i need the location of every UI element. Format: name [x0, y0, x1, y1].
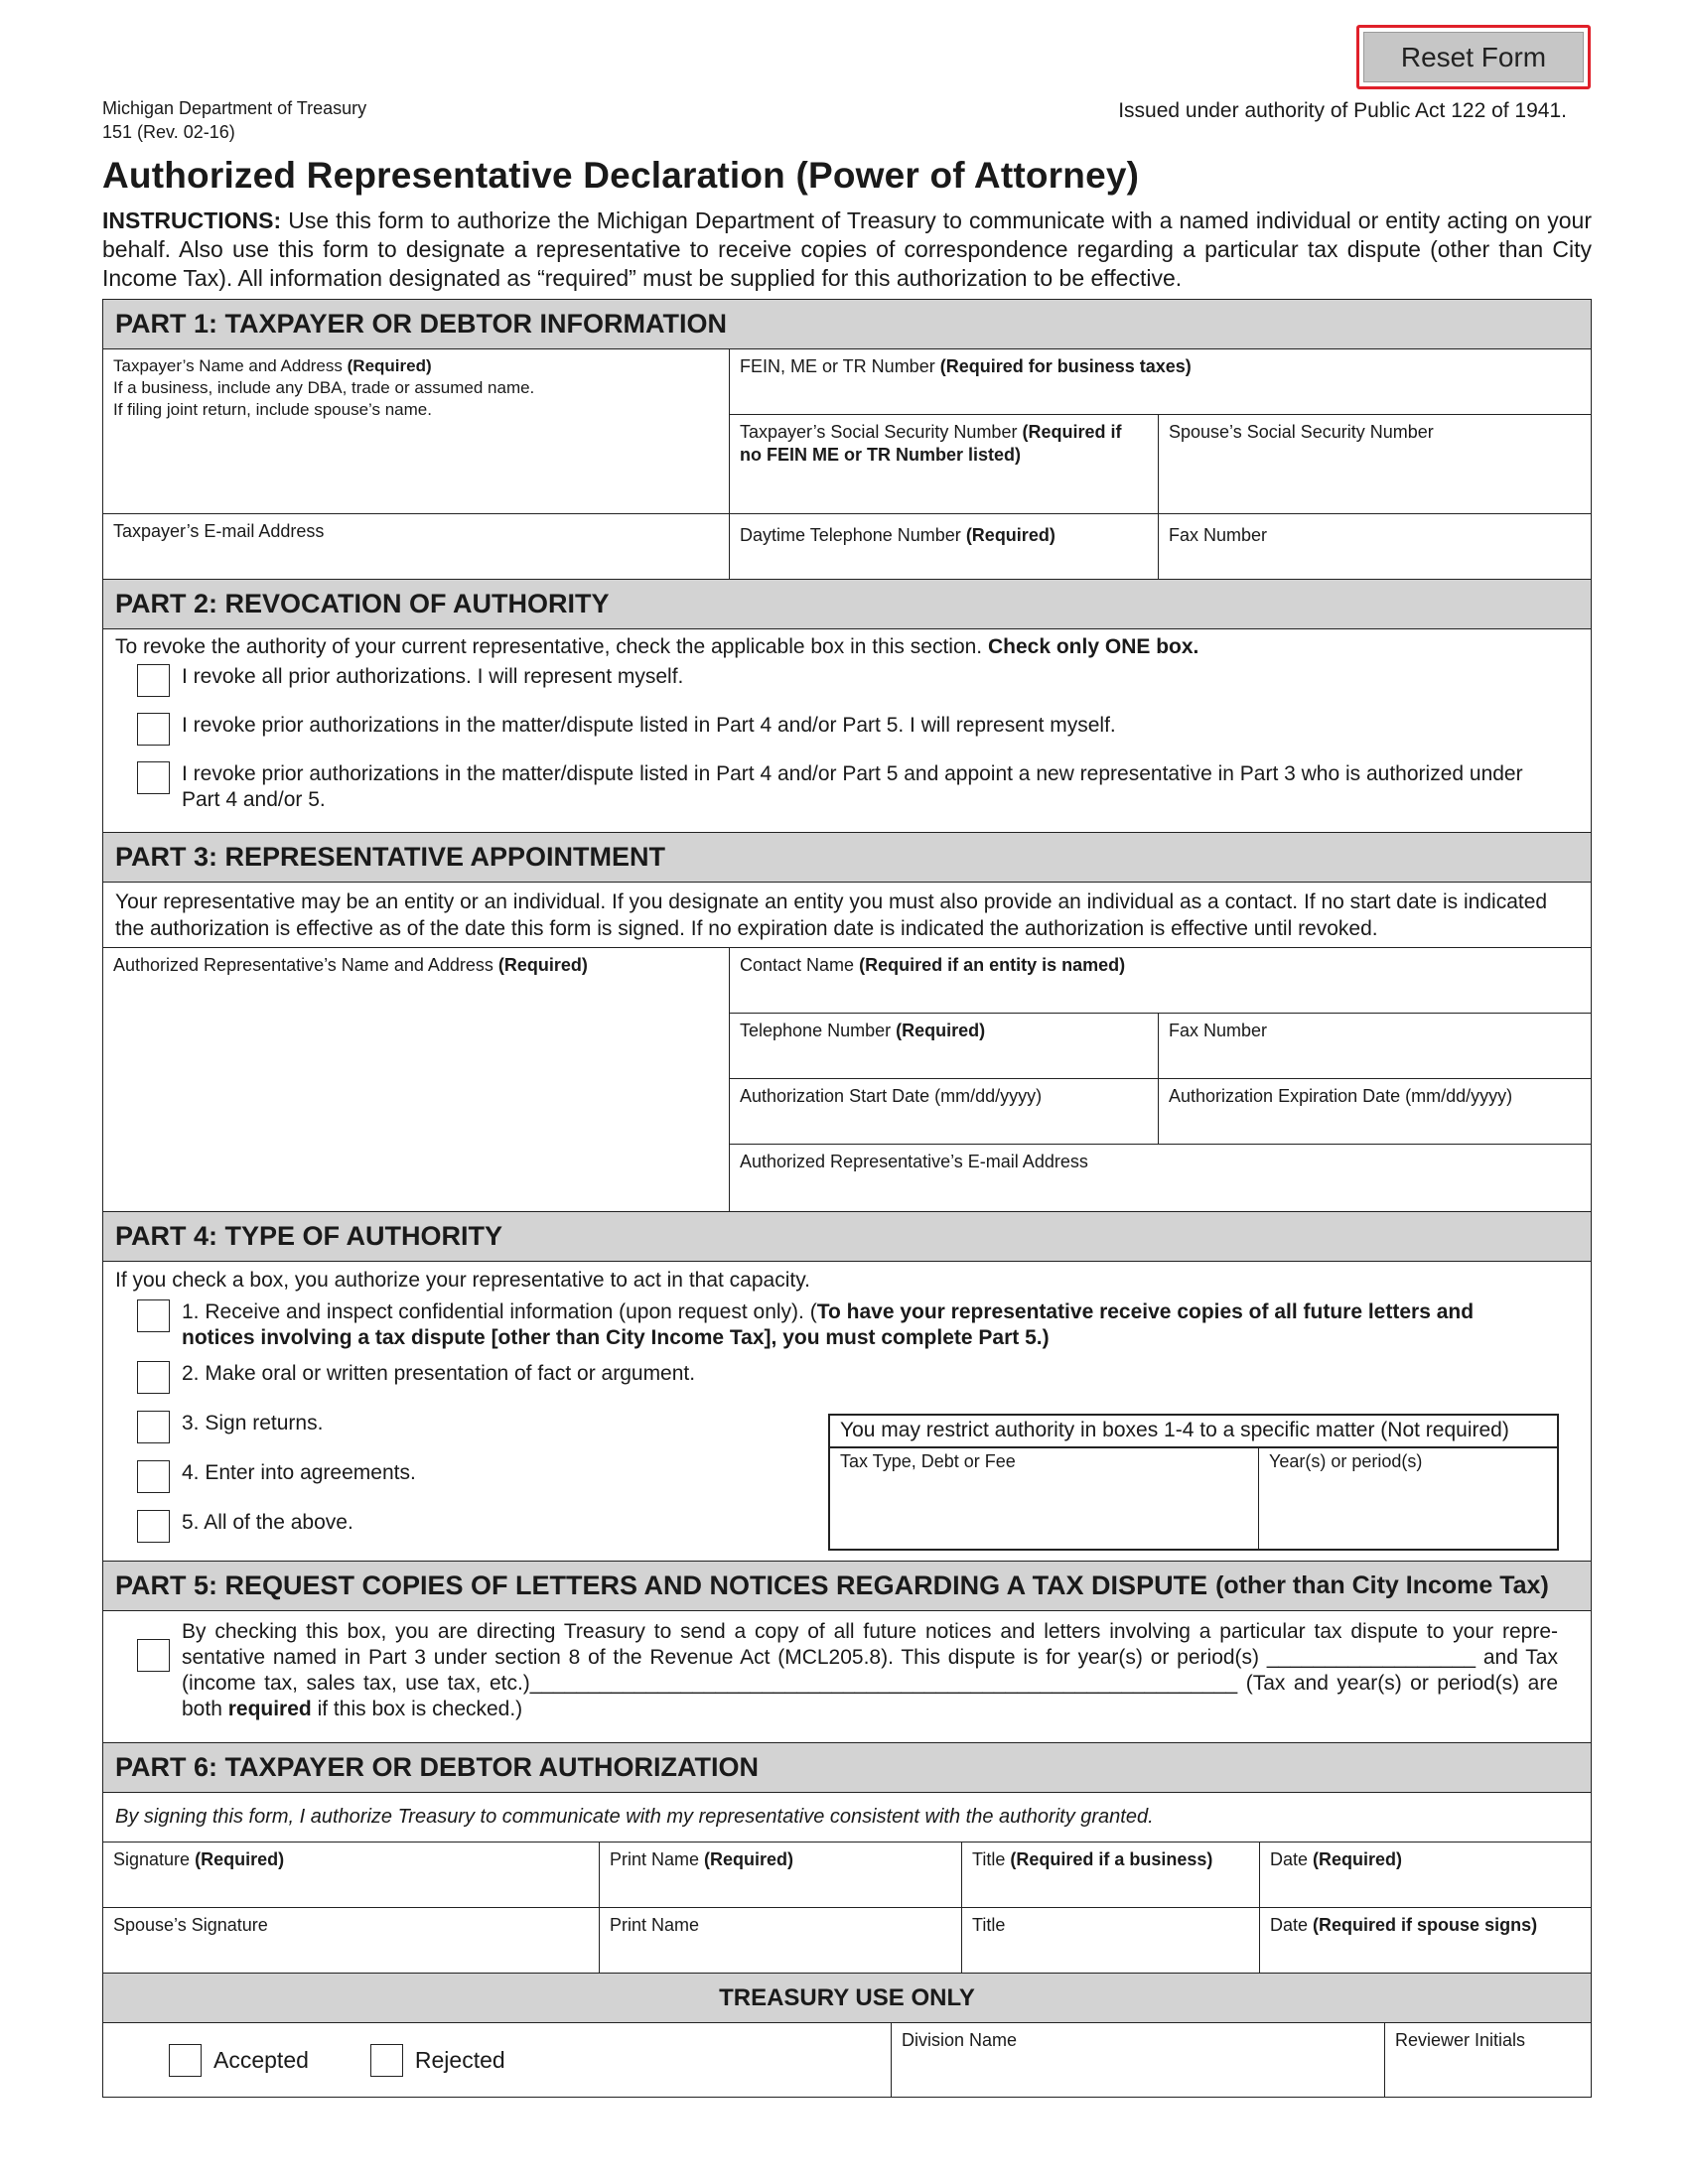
rejected-label: Rejected: [414, 2046, 505, 2073]
email-label: Taxpayer’s E-mail Address: [113, 521, 325, 541]
ssn-label: Taxpayer’s Social Security Number: [740, 422, 1018, 442]
copies-request-checkbox[interactable]: [137, 1639, 170, 1672]
print-name-label: Print Name: [610, 1849, 700, 1869]
part1-row-top: [103, 349, 1591, 514]
revoke-option-2: [137, 713, 1579, 746]
revoke-option-1: [137, 664, 1579, 697]
fein-field[interactable]: [730, 349, 1591, 415]
treasury-use-header: TREASURY USE ONLY: [103, 1974, 1591, 2023]
form-issuer: [102, 96, 366, 144]
fein-label: FEIN, ME or TR Number: [740, 356, 935, 376]
required-tag: (Required if an entity is named): [859, 955, 1126, 975]
required-tag: (Required if a business): [1010, 1849, 1213, 1869]
required-tag: (Required for business taxes): [939, 356, 1192, 376]
title-label: Title: [972, 1849, 1006, 1869]
part3-grid: [103, 948, 1591, 1212]
copies-request-text-end: if this box is checked.): [317, 1698, 523, 1720]
part2-intro: [115, 634, 1579, 660]
spouse-ssn-label: Spouse’s Social Security Number: [1169, 422, 1434, 442]
revoke-matter-checkbox[interactable]: [137, 713, 170, 746]
part1-id-column: [730, 349, 1591, 513]
auth-start-date-field[interactable]: [730, 1079, 1159, 1144]
part3-intro: Your representative may be an entity or an individual. If you designate an entity you must also provide an individual as a contact. If no start date is indicated the authorization is effective as of the date this form is signed. If no expiration date is indicated the authorization is effective until revoked.: [103, 883, 1591, 948]
authority-option-label: 1. Receive and inspect confidential information (upon request only). (: [182, 1300, 817, 1323]
part5-title: PART 5: REQUEST COPIES OF LETTERS AND NOTICES REGARDING A TAX DISPUTE: [115, 1570, 1208, 1600]
required-tag: (Required): [965, 525, 1055, 545]
title-field[interactable]: [962, 1843, 1260, 1907]
authority-option-1: [137, 1299, 1579, 1351]
fax-field[interactable]: [1159, 514, 1591, 579]
reviewer-initials-label: Reviewer Initials: [1395, 2030, 1526, 2050]
phone-label: Daytime Telephone Number: [740, 525, 961, 545]
auth-expiration-date-field[interactable]: [1159, 1079, 1591, 1144]
required-tag: (Required if no FEIN ME or TR Number listed): [740, 422, 1122, 465]
authority-option-2: [137, 1361, 1579, 1394]
rejected-checkbox[interactable]: [370, 2044, 403, 2077]
part4-body: [103, 1262, 1591, 1562]
spouse-signature-row: [103, 1908, 1591, 1974]
instructions-label: INSTRUCTIONS:: [102, 207, 282, 233]
reviewer-initials-field[interactable]: [1385, 2023, 1591, 2097]
form-revision: 151 (Rev. 02-16): [102, 122, 235, 142]
date-field[interactable]: [1260, 1843, 1591, 1907]
restrict-authority-table: [828, 1414, 1559, 1551]
treasury-decision: [103, 2023, 892, 2097]
tax-type-label: Tax Type, Debt or Fee: [840, 1451, 1016, 1471]
years-label: Year(s) or period(s): [1269, 1451, 1423, 1471]
sign-returns-checkbox[interactable]: [137, 1411, 170, 1443]
part3-header: PART 3: REPRESENTATIVE APPOINTMENT: [103, 833, 1591, 883]
required-tag: (Required): [896, 1021, 986, 1040]
reset-form-button[interactable]: [1356, 25, 1591, 89]
rep-fax-label: Fax Number: [1169, 1021, 1268, 1040]
revoke-option-label: I revoke all prior authorizations. I will represent myself.: [182, 665, 684, 688]
rep-phone-field[interactable]: [730, 1014, 1159, 1078]
years-field[interactable]: [1259, 1448, 1557, 1549]
expiration-date-label: Authorization Expiration Date (mm/dd/yyyy): [1169, 1086, 1513, 1106]
presentation-checkbox[interactable]: [137, 1361, 170, 1394]
taxpayer-name-note: If filing joint return, include spouse’s name.: [113, 400, 432, 419]
agreements-checkbox[interactable]: [137, 1460, 170, 1493]
rep-name-label: Authorized Representative’s Name and Address: [113, 955, 493, 975]
revoke-option-label: I revoke prior authorizations in the matter/dispute listed in Part 4 and/or Part 5. I will represent myself.: [182, 714, 1116, 737]
part1-row-bottom: [103, 514, 1591, 580]
part2-intro-text: To revoke the authority of your current representative, check the applicable box in this section.: [115, 635, 983, 658]
required-tag: (Required): [195, 1849, 285, 1869]
receive-info-checkbox[interactable]: [137, 1299, 170, 1332]
restrict-authority-title: You may restrict authority in boxes 1-4 to a specific matter (Not required): [830, 1416, 1557, 1448]
rep-fax-field[interactable]: [1159, 1014, 1591, 1078]
daytime-phone-field[interactable]: [730, 514, 1159, 579]
date-label: Date: [1270, 1849, 1309, 1869]
spouse-print-name-label: Print Name: [610, 1915, 700, 1935]
part6-intro: By signing this form, I authorize Treasury to communicate with my representative consistent with the authority granted.: [103, 1793, 1591, 1843]
part4-header: PART 4: TYPE OF AUTHORITY: [103, 1212, 1591, 1262]
part2-body: [103, 629, 1591, 833]
ssn-row: [730, 415, 1591, 513]
copies-request-required: required: [227, 1698, 312, 1720]
copies-request-option: [137, 1619, 1579, 1722]
revoke-appoint-checkbox[interactable]: [137, 761, 170, 794]
contact-name-field[interactable]: [730, 948, 1591, 1014]
signature-field[interactable]: [103, 1843, 600, 1907]
division-name-field[interactable]: [892, 2023, 1385, 2097]
spouse-signature-label: Spouse’s Signature: [113, 1915, 268, 1935]
form-title: Authorized Representative Declaration (Power of Attorney): [102, 155, 1140, 196]
spouse-date-field[interactable]: [1260, 1908, 1591, 1973]
spouse-ssn-field[interactable]: [1159, 415, 1591, 513]
authority-option-note: To have your representative receive copies of all future letters and notices involving a tax dispute [other than City Income Tax], you must complete Part 5.): [182, 1300, 1475, 1349]
spouse-print-name-field[interactable]: [600, 1908, 962, 1973]
part3-right-column: [730, 948, 1591, 1211]
authority-note: Issued under authority of Public Act 122 of 1941.: [1118, 99, 1567, 122]
rep-phone-label: Telephone Number: [740, 1021, 892, 1040]
division-name-label: Division Name: [902, 2030, 1018, 2050]
department-name: Michigan Department of Treasury: [102, 98, 367, 118]
taxpayer-email-field[interactable]: [103, 514, 730, 579]
reset-form-label: Reset Form: [1363, 32, 1584, 82]
accepted-label: Accepted: [213, 2046, 309, 2073]
required-tag: (Required): [497, 955, 588, 975]
part5-header: [103, 1562, 1591, 1611]
authority-option-label: 2. Make oral or written presentation of fact or argument.: [182, 1362, 696, 1385]
contact-label: Contact Name: [740, 955, 855, 975]
rep-email-field[interactable]: [730, 1145, 1591, 1211]
spouse-signature-field[interactable]: [103, 1908, 600, 1973]
form-body: [102, 299, 1592, 2098]
taxpayer-name-note: If a business, include any DBA, trade or assumed name.: [113, 378, 535, 397]
authority-option-label: 3. Sign returns.: [182, 1412, 324, 1434]
rep-phone-row: [730, 1014, 1591, 1079]
taxpayer-name-field[interactable]: [103, 349, 730, 513]
part4-intro: If you check a box, you authorize your representative to act in that capacity.: [115, 1269, 810, 1292]
auth-dates-row: [730, 1079, 1591, 1145]
revoke-option-label: I revoke prior authorizations in the matter/dispute listed in Part 4 and/or Part 5 and appoint a new representative in Part 3 who is authorized under Part 4 and/or 5.: [182, 762, 1523, 811]
required-tag: (Required): [347, 356, 432, 375]
copies-request-text: By checking this box, you are directing Treasury to send a copy of all future notices and letters involving a particular tax dispute to your repre-sentative named in Part 3 under section 8 of the Revenue Act (MCL205.8). This dispute is for year(s) or period(s) __________________ and Tax (income tax, sales tax, use tax, etc.)_____________________________________________________________ (Tax and year(s) or period(s) are both: [182, 1620, 1558, 1720]
authority-option-label: 4. Enter into agreements.: [182, 1461, 416, 1484]
fax-label: Fax Number: [1169, 525, 1268, 545]
required-tag: (Required if spouse signs): [1313, 1915, 1538, 1935]
part6-header: PART 6: TAXPAYER OR DEBTOR AUTHORIZATION: [103, 1743, 1591, 1793]
all-above-checkbox[interactable]: [137, 1510, 170, 1543]
taxpayer-name-label: Taxpayer’s Name and Address: [113, 356, 343, 375]
required-tag: (Required): [1313, 1849, 1403, 1869]
start-date-label: Authorization Start Date (mm/dd/yyyy): [740, 1086, 1043, 1106]
representative-name-field[interactable]: [103, 948, 730, 1211]
taxpayer-ssn-field[interactable]: [730, 415, 1159, 513]
taxpayer-signature-row: [103, 1843, 1591, 1908]
signature-label: Signature: [113, 1849, 191, 1869]
treasury-use-row: [103, 2023, 1591, 2097]
spouse-date-label: Date: [1270, 1915, 1309, 1935]
part5-body: [103, 1611, 1591, 1743]
revoke-option-3: [137, 761, 1579, 813]
rep-email-label: Authorized Representative’s E-mail Address: [740, 1152, 1088, 1171]
authority-option-label: 5. All of the above.: [182, 1511, 353, 1534]
required-tag: (Required): [704, 1849, 794, 1869]
part1-header: PART 1: TAXPAYER OR DEBTOR INFORMATION: [103, 300, 1591, 349]
part5-title-suffix: (other than City Income Tax): [1215, 1571, 1549, 1599]
part2-intro-bold: Check only ONE box.: [987, 635, 1199, 658]
accepted-checkbox[interactable]: [169, 2044, 202, 2077]
instructions-text: Use this form to authorize the Michigan Department of Treasury to communicate with a named individual or entity acting on your behalf. Also use this form to designate a representative to receive copies of correspondence regarding a particular tax dispute (other than City Income Tax). All information designated as “required” must be supplied for this authorization to be effective.: [102, 207, 1592, 291]
spouse-title-field[interactable]: [962, 1908, 1260, 1973]
print-name-field[interactable]: [600, 1843, 962, 1907]
revoke-all-checkbox[interactable]: [137, 664, 170, 697]
instructions: [102, 206, 1592, 293]
spouse-title-label: Title: [972, 1915, 1006, 1935]
tax-type-field[interactable]: [830, 1448, 1259, 1549]
part2-header: PART 2: REVOCATION OF AUTHORITY: [103, 580, 1591, 629]
